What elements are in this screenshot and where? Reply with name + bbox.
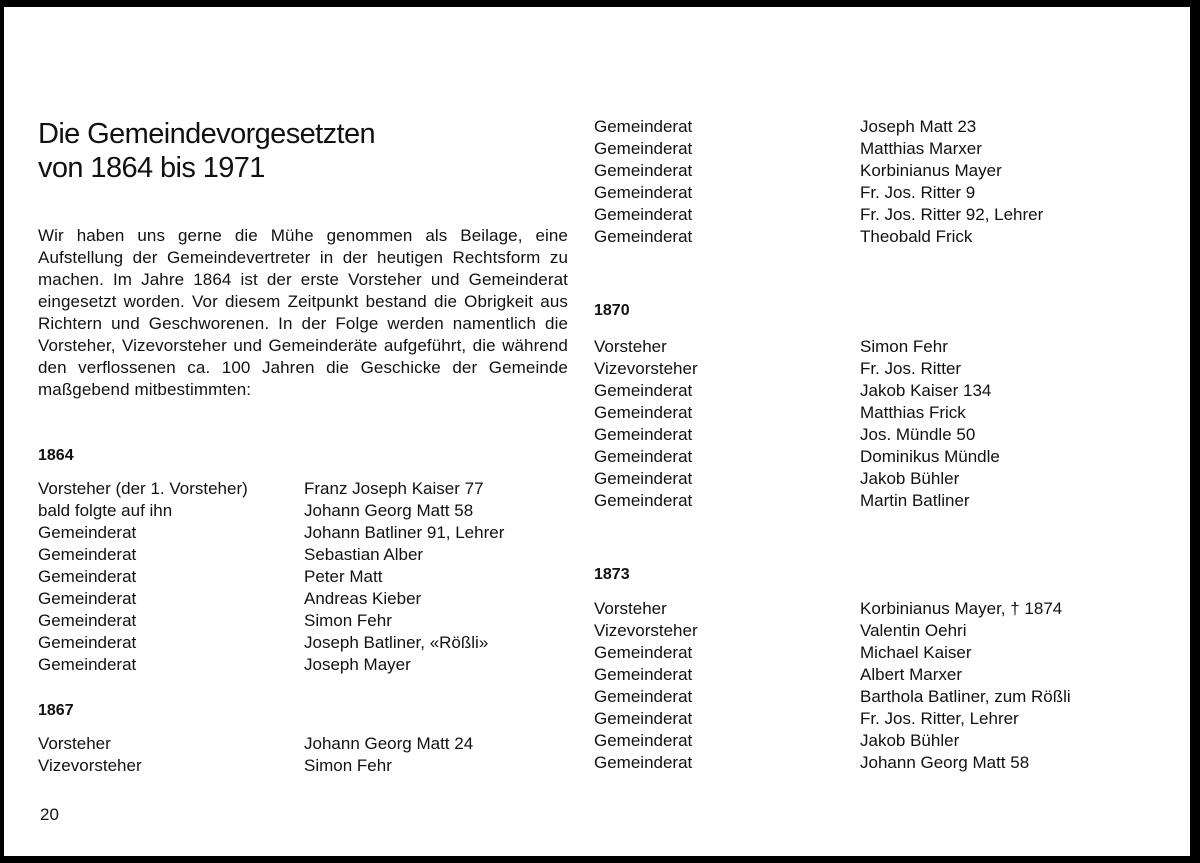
intro-paragraph: Wir haben uns gerne die Mühe genommen als Beilage, eine Aufstellung der Gemeindevertreter in der heutigen Rechtsform zu machen. Im Jahre 1864 ist der erste Vorsteher und Gemeinderat eingesetzt worden. Vor diesem Zeitpunkt bestand die Obrigkeit aus Richtern und Geschworenen. In der Folge werden namentlich die Vorsteher, Vizevorsteher und Gemeinderäte aufgeführt, die während den verflossenen ca. 100 Jahren die Geschicke der Gemeinde maßgebend mitbestimmten: [38,226,568,399]
member-role: Vizevorsteher [594,621,698,640]
member-name: Jakob Bühler [860,469,960,488]
member-role: Vorsteher [38,734,111,753]
year-heading-1864: 1864 [38,447,74,464]
member-name: Dominikus Mündle [860,447,1000,466]
member-name: Matthias Marxer [860,139,982,158]
member-row [594,380,1000,402]
member-row [38,632,504,654]
members-list-1873 [594,598,1071,774]
member-row [594,598,1071,620]
member-role: Vizevorsteher [594,359,698,378]
member-name: Theobald Frick [860,227,973,246]
year-heading-1870: 1870 [594,302,630,319]
member-name: Andreas Kieber [304,589,422,608]
member-name: Franz Joseph Kaiser 77 [304,479,484,498]
member-role: Gemeinderat [38,523,137,542]
member-role: Gemeinderat [38,633,137,652]
member-role: Gemeinderat [38,611,137,630]
member-name: Korbinianus Mayer [860,161,1002,180]
member-role: Gemeinderat [38,655,137,674]
member-name: Fr. Jos. Ritter, Lehrer [860,709,1019,728]
member-role: Gemeinderat [594,161,693,180]
member-role: Gemeinderat [38,567,137,586]
member-role: Gemeinderat [594,643,693,662]
member-name: Simon Fehr [304,756,392,775]
member-role: Gemeinderat [594,687,693,706]
member-row [594,358,1000,380]
year-heading-1873: 1873 [594,566,630,583]
year-heading-1867: 1867 [38,702,74,719]
member-role: Gemeinderat [594,447,693,466]
member-row [594,138,1043,160]
member-name: Fr. Jos. Ritter [860,359,962,378]
member-row [594,468,1000,490]
member-row [38,478,504,500]
member-row [38,566,504,588]
member-name: Matthias Frick [860,403,966,422]
member-name: Simon Fehr [304,611,392,630]
member-row [594,708,1071,730]
member-role: Gemeinderat [594,403,693,422]
document-page [4,7,1190,856]
member-row [38,588,504,610]
member-row [38,522,504,544]
member-role: Gemeinderat [594,139,693,158]
member-name: Johann Georg Matt 58 [304,501,474,520]
member-row [594,642,1071,664]
member-role: Vorsteher (der 1. Vorsteher) [38,479,248,498]
member-role: Gemeinderat [594,117,693,136]
member-name: Jakob Bühler [860,731,960,750]
member-name: Jakob Kaiser 134 [860,381,992,400]
member-name: Joseph Batliner, «Rößli» [304,633,489,652]
member-row [594,116,1043,138]
member-role: Vizevorsteher [38,756,142,775]
member-row [594,730,1071,752]
member-row [594,204,1043,226]
member-row [38,610,504,632]
member-name: Michael Kaiser [860,643,972,662]
member-name: Joseph Matt 23 [860,117,977,136]
title-line: Die Gemeindevorgesetzten [38,118,376,150]
member-role: Gemeinderat [594,425,693,444]
member-row [38,755,473,777]
members-list-1870 [594,336,1000,512]
member-name: Johann Georg Matt 58 [860,753,1030,772]
member-role: Gemeinderat [594,665,693,684]
member-role: Gemeinderat [38,589,137,608]
member-row [38,654,504,676]
member-name: Korbinianus Mayer, † 1874 [860,599,1063,618]
member-row [594,752,1071,774]
members-list-1864 [38,478,504,676]
member-row [594,424,1000,446]
member-role: Gemeinderat [594,491,693,510]
page-number: 20 [40,805,59,824]
member-name: Martin Batliner [860,491,970,510]
member-name: Barthola Batliner, zum Rößli [860,687,1071,706]
member-row [38,733,473,755]
member-row [594,490,1000,512]
member-name: Fr. Jos. Ritter 92, Lehrer [860,205,1044,224]
member-name: Peter Matt [304,567,383,586]
page-title [38,117,375,185]
member-name: Sebastian Alber [304,545,424,564]
member-name: Jos. Mündle 50 [860,425,976,444]
member-role: Gemeinderat [594,753,693,772]
member-role: Gemeinderat [594,227,693,246]
member-name: Johann Georg Matt 24 [304,734,474,753]
member-role: Gemeinderat [594,731,693,750]
member-row [594,402,1000,424]
member-name: Fr. Jos. Ritter 9 [860,183,976,202]
member-row [594,226,1043,248]
member-role: Gemeinderat [594,469,693,488]
member-row [594,336,1000,358]
member-role: Vorsteher [594,599,667,618]
member-name: Johann Batliner 91, Lehrer [304,523,505,542]
member-row [594,664,1071,686]
member-name: Valentin Oehri [860,621,967,640]
member-role: Gemeinderat [594,709,693,728]
member-row [594,160,1043,182]
members-list-1867 [38,733,473,777]
member-role: Gemeinderat [594,381,693,400]
member-row [594,446,1000,468]
member-role: Vorsteher [594,337,667,356]
member-role: Gemeinderat [594,183,693,202]
member-role: Gemeinderat [38,545,137,564]
member-row [594,620,1071,642]
member-row [38,500,504,522]
member-name: Albert Marxer [860,665,963,684]
member-role: bald folgte auf ihn [38,501,173,520]
member-row [38,544,504,566]
members-list-1867-continued [594,116,1043,248]
member-row [594,182,1043,204]
member-name: Joseph Mayer [304,655,411,674]
title-line: von 1864 bis 1971 [38,152,265,184]
member-name: Simon Fehr [860,337,948,356]
member-row [594,686,1071,708]
member-role: Gemeinderat [594,205,693,224]
